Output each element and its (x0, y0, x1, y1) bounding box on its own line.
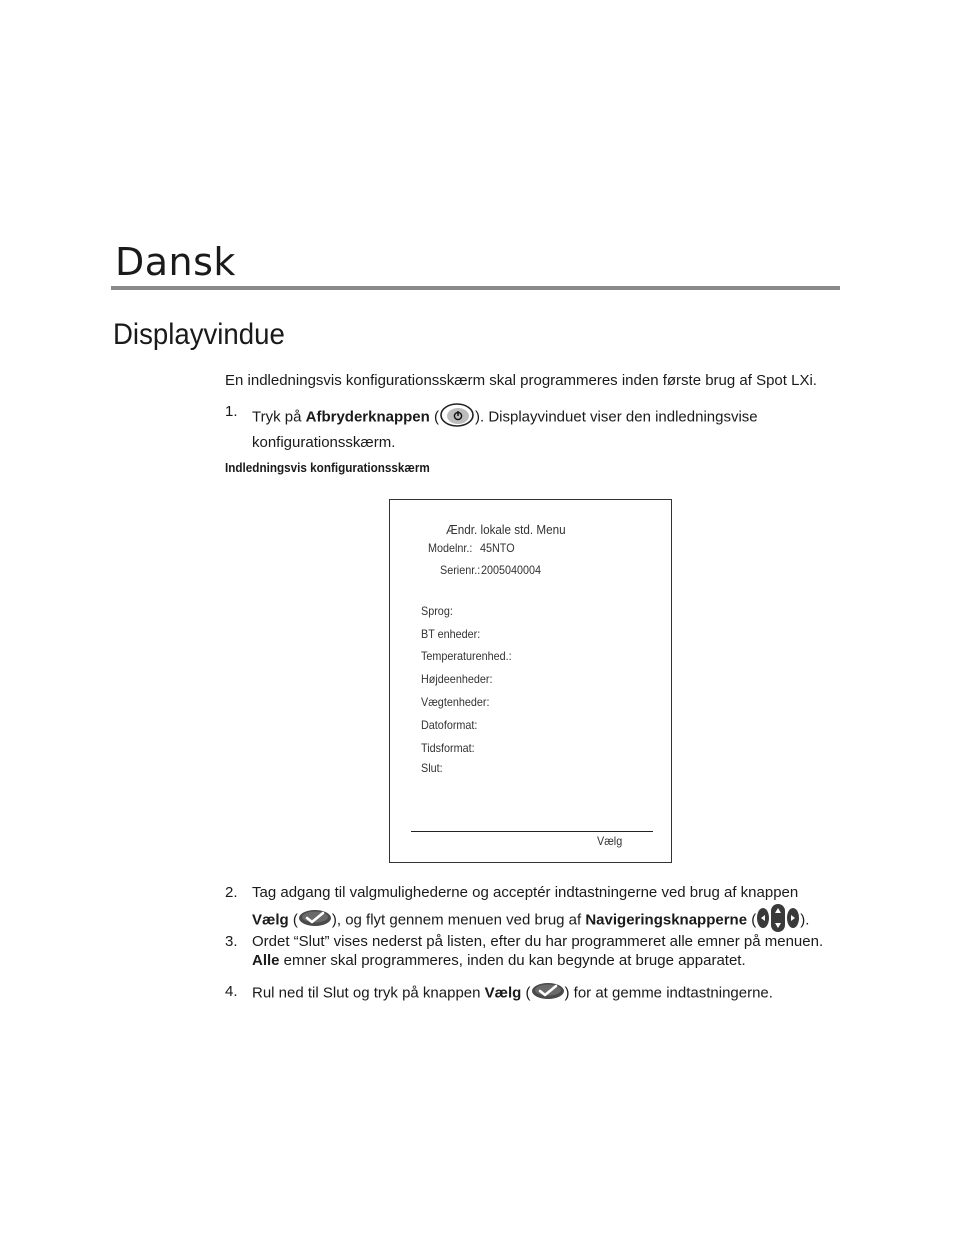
screen-menu-title: Ændr. lokale std. Menu (446, 522, 566, 537)
screen-serial-label: Serienr.: (440, 563, 481, 577)
screen-softkey-divider (411, 831, 653, 832)
screen-item: Højdeenheder: (421, 672, 493, 686)
step-2-bold-nav: Navigeringsknapperne (585, 911, 748, 929)
step-3-rest: emner skal programmeres, inden du kan begynde at bruge apparatet. (279, 952, 746, 969)
select-check-icon (531, 982, 565, 1005)
step-2-text (252, 883, 844, 939)
step-1-number: 1. (225, 403, 238, 420)
step-2-line1: Tag adgang til valgmulighederne og acceptér indtastningerne ved brug af knappen (252, 884, 799, 901)
step-1-bold: Afbryderknappen (305, 408, 430, 426)
step-3-bold: Alle (252, 952, 280, 969)
step-2-open1: ( (288, 911, 298, 929)
screen-model-label: Modelnr.: (428, 541, 473, 555)
screen-item: Datoformat: (421, 718, 478, 732)
screen-item: Vægtenheder: (421, 695, 490, 709)
step-2-bold-select: Vælg (252, 911, 289, 929)
step-2-open2: ( (747, 911, 757, 929)
step-3-number: 3. (225, 933, 238, 950)
config-screen-figure (389, 499, 672, 863)
figure-caption: Indledningsvis konfigurationsskærm (225, 460, 430, 475)
screen-softkey-label: Vælg (597, 834, 623, 848)
step-4-text (252, 982, 844, 1005)
step-4-pre: Rul ned til Slut og tryk på knappen (252, 984, 485, 1002)
step-1-text (252, 402, 844, 452)
step-4-post: ) for at gemme indtastningerne. (564, 984, 773, 1002)
step-1-post: ). Displayvinduet viser den indledningsvise konfigurationsskærm. (252, 408, 758, 451)
chapter-rule (111, 286, 840, 290)
step-2-number: 2. (225, 884, 238, 901)
step-4-open: ( (521, 984, 531, 1002)
step-3-text (252, 932, 844, 970)
chapter-title: Dansk (115, 240, 236, 284)
screen-item: Temperaturenhed.: (421, 649, 512, 663)
step-1-pre: Tryk på (252, 408, 306, 426)
screen-item: Slut: (421, 761, 443, 775)
step-2-end: ). (800, 911, 810, 929)
screen-model-value: 45NTO (480, 541, 515, 555)
screen-item: BT enheder: (421, 627, 481, 641)
step-2-mid: ), og flyt gennem menuen ved brug af (331, 911, 586, 929)
step-4-bold: Vælg (484, 984, 522, 1002)
power-button-icon (439, 402, 475, 433)
section-title: Displayvindue (113, 318, 285, 351)
screen-item: Sprog: (421, 604, 453, 618)
screen-item: Tidsformat: (421, 741, 475, 755)
select-check-icon (298, 909, 332, 932)
step-4-number: 4. (225, 983, 238, 1000)
step-3-line1: Ordet “Slut” vises nederst på listen, efter du har programmeret alle emner på menuen. (252, 933, 824, 950)
step-1-open: ( (429, 408, 439, 426)
screen-serial-value: 2005040004 (481, 563, 542, 577)
intro-paragraph: En indledningsvis konfigurationsskærm skal programmeres inden første brug af Spot LXi. (225, 372, 817, 389)
